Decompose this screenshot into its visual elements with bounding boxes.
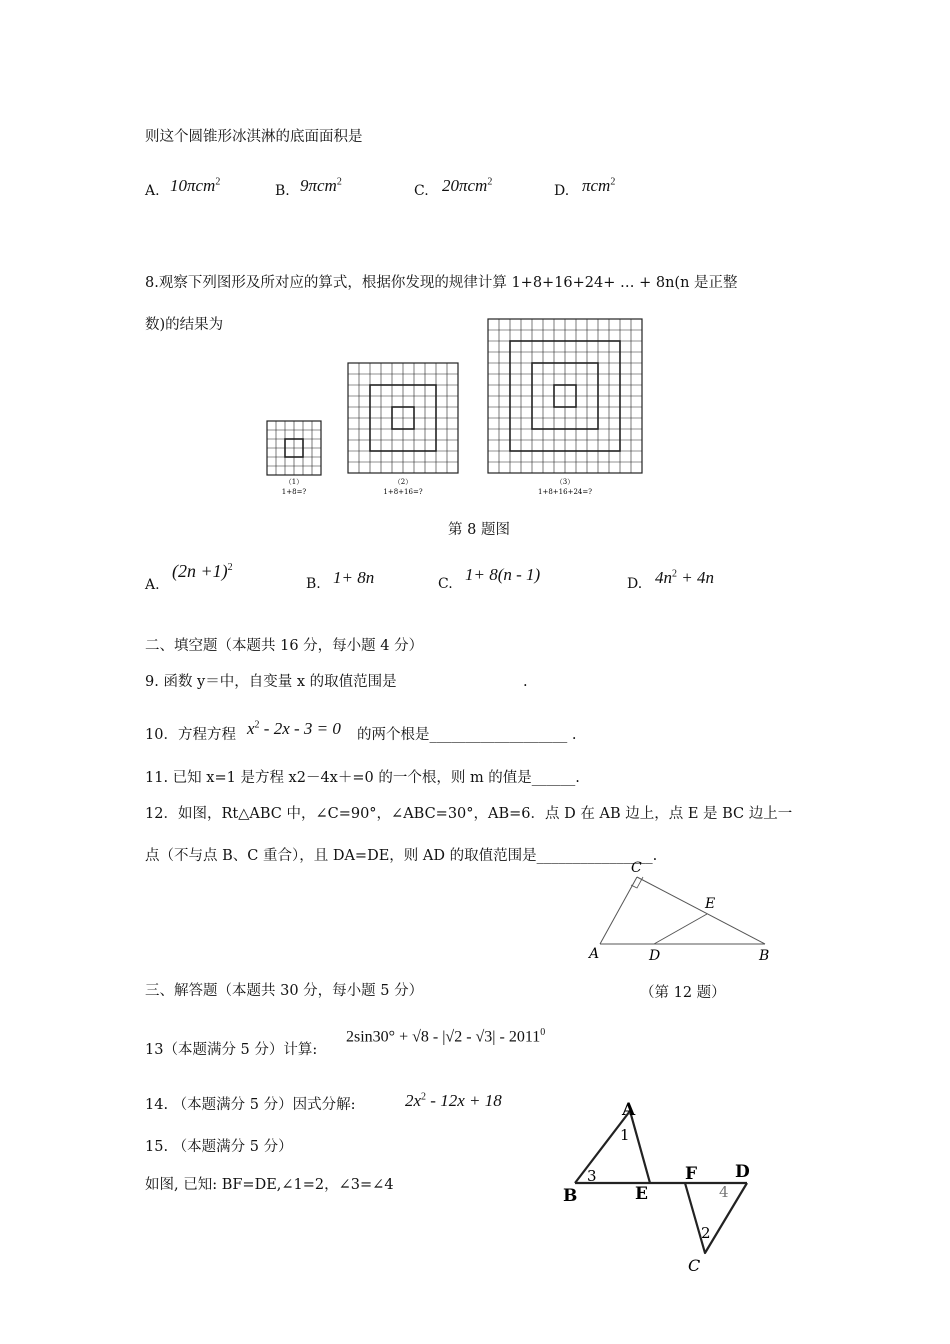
q8-figure (260, 315, 650, 500)
q15-label-2: 2 (701, 1224, 711, 1242)
q8-line1: 8.观察下列图形及所对应的算式，根据你发现的规律计算 1+8+16+24+ … + 8n(n 是正整 (145, 275, 738, 291)
q8-fig3-formula: 1+8+16+24=? (538, 488, 592, 496)
q8-fig1-formula: 1+8=? (281, 488, 307, 496)
q7-option-b-label: B. (275, 183, 290, 199)
q15-text: 如图, 已知: BF=DE,∠1=2，∠3=∠4 (145, 1177, 394, 1193)
q7-option-c-label: C. (414, 183, 429, 199)
q7-option-d-label: D. (554, 183, 570, 199)
q7-option-a-expr: 10πcm$^2$ (170, 176, 221, 195)
q12-label-a: A (589, 946, 600, 962)
q8-fig1-index: （1） (284, 478, 304, 486)
q12-label-d: D (649, 948, 661, 964)
q10-tail: 的两个根是___________________ . (357, 727, 577, 743)
q15-label-e: E (635, 1184, 648, 1204)
q8-fig2-index: （2） (393, 478, 413, 486)
q12-line1: 12．如图，Rt△ABC 中，∠C=90°，∠ABC=30°，AB=6．点 D 在 AB 边上，点 E 是 BC 边上一 (145, 806, 793, 822)
q7-option-b-expr: 9πcm$^2$ (300, 176, 342, 195)
q8-line2: 数)的结果为 (145, 317, 224, 333)
q9-end: . (523, 674, 528, 690)
q9-text: 9. 函数 y＝中，自变量 x 的取值范围是 (145, 674, 397, 690)
q12-label-c: C (631, 860, 642, 876)
q15-label-c: C (688, 1256, 701, 1275)
q12-figure (585, 855, 785, 970)
q7-option-c-expr: 20πcm$^2$ (442, 176, 493, 195)
q15-label-1: 1 (620, 1126, 630, 1144)
q8-fig3-index: （3） (555, 478, 575, 486)
q15-label: 15. （本题满分 5 分） (145, 1139, 293, 1155)
q15-label-3: 3 (587, 1167, 597, 1185)
q12-caption: （第 12 题） (640, 985, 726, 1001)
q13-expression: 2sin30° + √8 - |√2 - √3| - 2011$^0$ (346, 1027, 546, 1046)
q7-option-d-expr: πcm$^2$ (582, 176, 616, 195)
section2-heading: 二、填空题（本题共 16 分，每小题 4 分） (145, 638, 424, 654)
q8-grid-3 (488, 319, 642, 473)
q12-label-e: E (705, 896, 716, 912)
q13-label: 13（本题满分 5 分）计算: (145, 1042, 318, 1058)
q8-option-d-label: D. (627, 576, 643, 592)
q10-label: 10．方程方程 (145, 727, 236, 743)
q8-option-c-expr: 1+ 8(n - 1) (465, 565, 541, 584)
q7-option-a-label: A. (145, 183, 160, 199)
q7-stem-end: 则这个圆锥形冰淇淋的底面面积是 (145, 129, 363, 145)
q12-line2: 点（不与点 B、C 重合），且 DA=DE，则 AD 的取值范围是________________. (145, 848, 658, 864)
q8-option-a-label: A. (145, 577, 160, 593)
q8-option-d-expr: $4n^2 + 4n$ (655, 568, 714, 587)
q15-label-a: A (622, 1100, 636, 1120)
q8-option-a-expr: $(2n +1)^2$ (172, 561, 233, 581)
q8-option-b-label: B. (306, 576, 321, 592)
q8-grid-2 (348, 363, 458, 473)
q8-caption: 第 8 题图 (448, 522, 510, 538)
q15-label-4: 4 (719, 1183, 729, 1201)
q8-fig2-formula: 1+8+16=? (383, 488, 423, 496)
q14-expression: $2x^2 - 12x + 18$ (405, 1091, 502, 1110)
q15-label-d: D (735, 1162, 750, 1182)
q8-option-c-label: C. (438, 576, 453, 592)
q15-label-b: B (563, 1186, 578, 1206)
q10-equation: $x^2 - 2x - 3 = 0$ (247, 719, 341, 738)
q8-option-b-expr: 1+ 8n (333, 568, 375, 587)
q11-text: 11. 已知 x=1 是方程 x2－4x＋=0 的一个根，则 m 的值是______. (145, 770, 580, 786)
section3-heading: 三、解答题（本题共 30 分，每小题 5 分） (145, 983, 424, 999)
q15-label-f: F (685, 1164, 698, 1184)
q14-label: 14. （本题满分 5 分）因式分解: (145, 1097, 356, 1113)
q8-grid-1 (267, 421, 321, 475)
q12-label-b: B (759, 948, 770, 964)
q15-figure (555, 1095, 770, 1280)
